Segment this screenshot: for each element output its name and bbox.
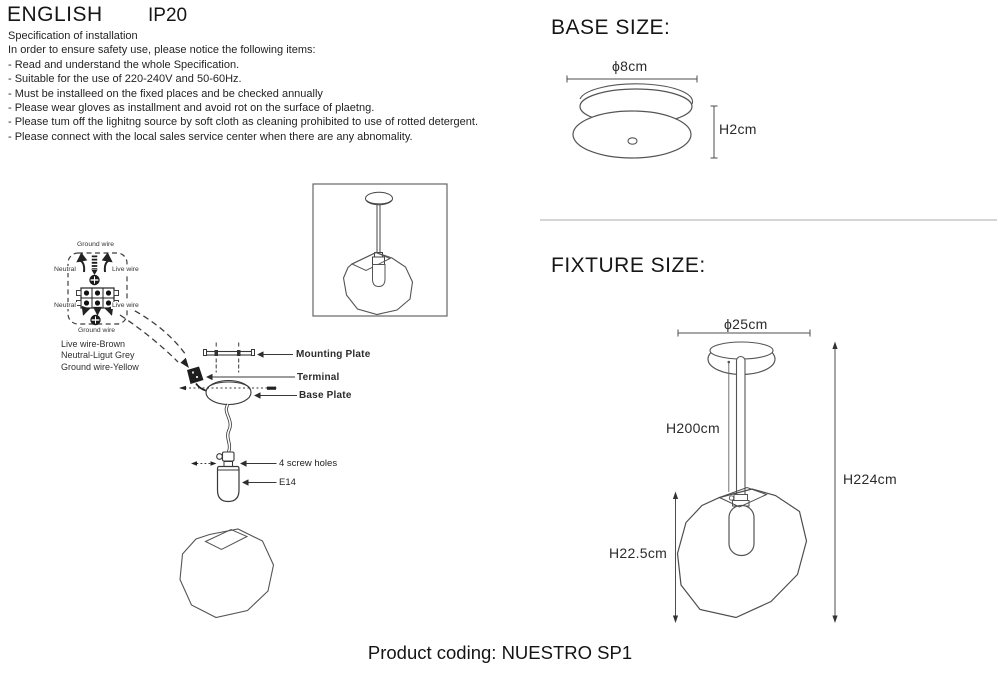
center-hole [628,138,637,144]
spec-item: - Suitable for the use of 220-240V and 50-60Hz. [8,73,242,86]
spec-item: - Must be installeed on the fixed places and be checked annually [8,87,323,100]
e14-label: E14 [279,477,296,488]
fixture-size-heading: FIXTURE SIZE: [551,254,706,277]
power-wire [226,405,230,453]
wiring-terminal-diagram [68,253,127,325]
base-size-heading: BASE SIZE: [551,16,671,39]
live-wire-bottom-label: Live wire [112,301,139,309]
pendant-overview-box [313,184,447,316]
installation-spec-text [8,29,478,144]
lamp-socket [217,452,239,502]
bulb [373,265,386,287]
spec-item: - Please connect with the local sales service center when there are any abnomality. [8,130,413,143]
neutral-bottom-label: Neutral [54,301,76,309]
legend-live: Live wire-Brown [61,338,126,349]
ground-wire-top-label: Ground wire [77,240,115,248]
shade-outline-drawing [180,529,274,618]
neutral-top-label: Neutral [54,265,76,273]
mounting-plate-label: Mounting Plate [296,348,371,360]
shade-height-label: H22.5cm [609,545,668,561]
fixture-drawing [673,330,838,624]
spec-item: - Please tum off the lighitng source by soft cloth as cleaning prohibited to use of rotted detergent. [8,116,479,129]
rod-height-label: H200cm [666,420,720,436]
terminal-label: Terminal [297,371,340,383]
spec-intro: In order to ensure safety use, please notice the following items: [8,44,316,57]
ip-rating-label: IP20 [148,5,188,26]
base-height-label: H2cm [719,121,757,137]
fixture-diameter-label: ϕ25cm [724,316,768,332]
live-wire-top-label: Live wire [112,265,139,273]
base-diameter-label: ϕ8cm [612,58,648,74]
screw-holes-label: 4 screw holes [279,458,338,469]
base-size-drawing [567,76,718,159]
base-plate-label: Base Plate [299,390,352,401]
legend-ground: Ground wire-Yellow [61,361,139,372]
fixture-bulb [729,506,754,556]
product-coding: Product coding: NUESTRO SP1 [367,642,633,663]
fixture-rod [737,357,746,504]
legend-neutral: Neutral-Ligut Grey [61,350,135,360]
spec-item: - Read and understand the whole Specification. [8,58,240,71]
language-label: ENGLISH [7,3,103,26]
base-plate [206,381,251,405]
spec-title: Specification of installation [8,30,138,42]
ground-wire-bottom-label: Ground wire [78,326,116,334]
total-height-label: H224cm [843,471,897,487]
ceiling-base-disc [573,111,691,158]
wire-color-legend [61,339,139,374]
terminal-block [187,367,210,392]
mounting-plate [204,343,255,373]
spec-item: - Please wear gloves as installment and avoid rot on the surface of plaetng. [8,102,375,115]
